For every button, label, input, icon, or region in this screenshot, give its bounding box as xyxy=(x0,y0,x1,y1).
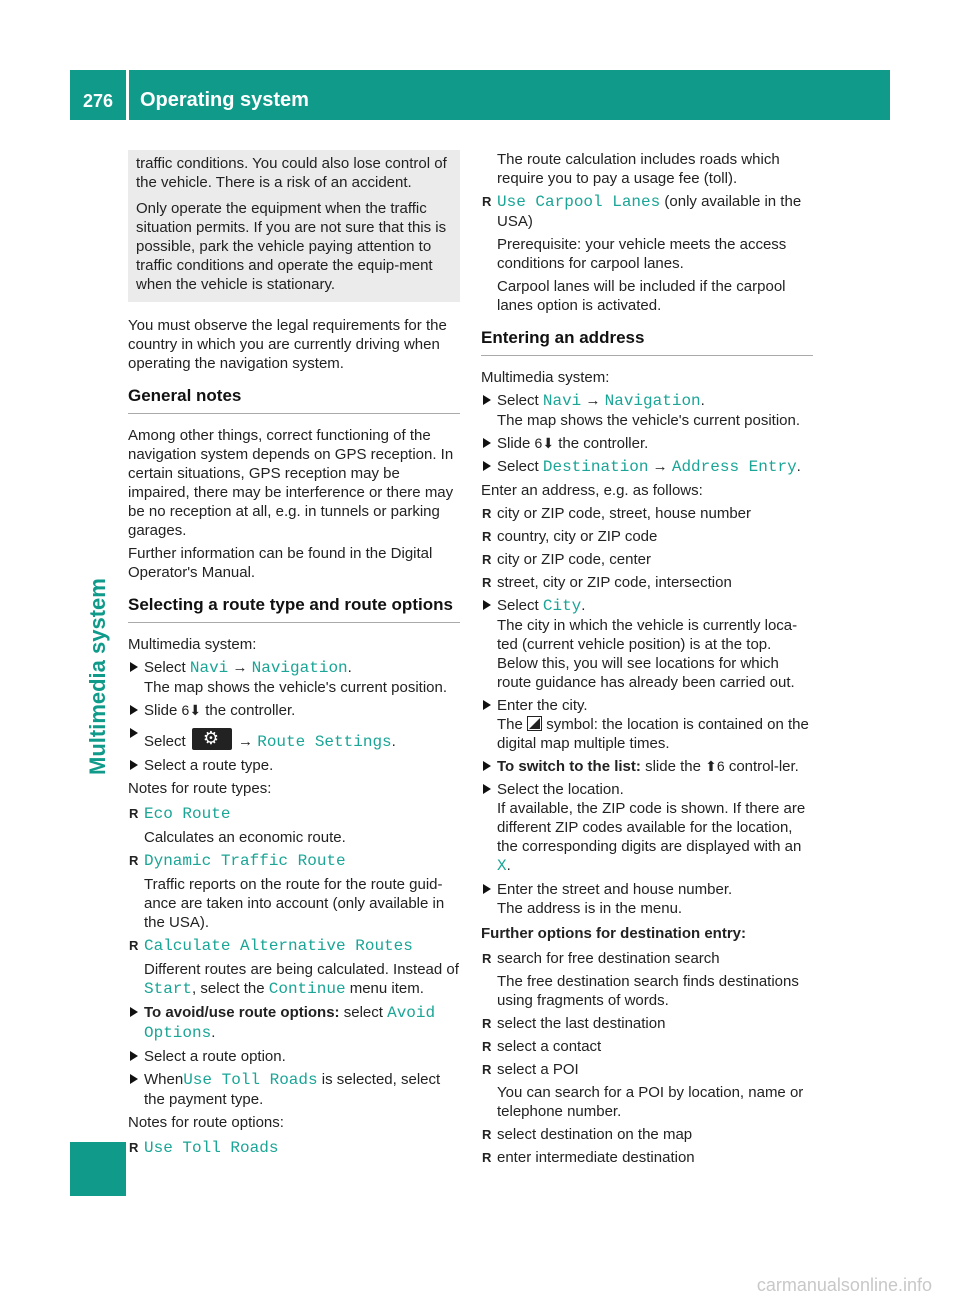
warning-text: Only operate the equipment when the traffic situation permits. If you are not sure that this is possible, park the vehicle paying attention to traffic conditions and operate the equip-ment when the vehicle is stationary. xyxy=(136,200,447,293)
option-description: Prerequisite: your vehicle meets the access conditions for carpool lanes. xyxy=(497,236,787,272)
step: Select a route type. xyxy=(128,756,460,775)
page-number: 276 xyxy=(82,91,114,111)
legal-text: You must observe the legal requirements for the country in which you are currently driving when operating the navigation system. xyxy=(128,317,447,372)
sidebar-section-label: Multimedia system xyxy=(85,578,110,775)
list-item: R enter intermediate destination xyxy=(481,1148,813,1167)
option-dynamic-traffic-route: Dynamic Traffic Route xyxy=(144,852,346,870)
option-eco-route: Eco Route xyxy=(144,805,231,823)
menu-route-settings: Route Settings xyxy=(257,733,392,751)
step: Select ⚙ → Route Settings. xyxy=(128,724,460,752)
multiple-locations-icon xyxy=(527,716,542,731)
arrow-icon: → xyxy=(238,733,254,750)
menu-navigation: Navigation xyxy=(251,659,348,677)
multimedia-label: Multimedia system: xyxy=(128,636,257,653)
right-column xyxy=(481,150,813,1171)
option-description: Carpool lanes will be included if the carpool lanes option is activated. xyxy=(497,278,786,314)
paragraph: Further information can be found in the Digital Operator's Manual. xyxy=(128,545,433,581)
step: To avoid/use route options: select Avoid Options. xyxy=(128,1003,460,1043)
list-item: R select the last destination xyxy=(481,1014,813,1033)
list-item: R select a POI xyxy=(481,1060,813,1079)
menu-city: City xyxy=(542,597,582,615)
option-use-toll-roads: Use Toll Roads xyxy=(144,1139,279,1157)
step: Slide 6⬇ the controller. xyxy=(128,701,460,720)
step: Slide 6⬇ the controller. xyxy=(481,434,813,453)
step: WhenUse Toll Roads is selected, select the payment type. xyxy=(128,1070,460,1109)
heading-entering-address: Entering an address xyxy=(481,327,813,356)
list-item: R Use Carpool Lanes (only available in the USA) xyxy=(481,192,813,231)
step: Enter the city. The symbol: the location is contained on the digital map multiple times. xyxy=(481,696,813,753)
paragraph: Notes for route types: xyxy=(128,780,272,797)
menu-x: X xyxy=(497,857,507,875)
arrow-icon: → xyxy=(585,392,601,409)
option-description: The route calculation includes roads which require you to pay a usage fee (toll). xyxy=(497,151,780,187)
option-description: Calculates an economic route. xyxy=(144,829,346,846)
header-divider xyxy=(126,70,129,120)
heading-route-options: Selecting a route type and route options xyxy=(128,594,460,623)
step: Enter the street and house number. The address is in the menu. xyxy=(481,880,813,918)
subheading: Further options for destination entry: xyxy=(481,925,746,942)
option-description: You can search for a POI by location, name or telephone number. xyxy=(497,1084,804,1120)
left-column xyxy=(128,150,460,1162)
menu-avoid: Avoid xyxy=(387,1004,436,1022)
watermark: carmanualsonline.info xyxy=(756,1275,932,1295)
controller-slide-down-icon: 6⬇ xyxy=(534,435,555,451)
list-item xyxy=(128,804,460,824)
arrow-icon: → xyxy=(652,458,668,475)
warning-text: traffic conditions. You could also lose control of the vehicle. There is a risk of an accident. xyxy=(136,155,447,191)
paragraph: Notes for route options: xyxy=(128,1114,284,1131)
menu-use-toll-roads: Use Toll Roads xyxy=(183,1071,318,1089)
step: Select Destination → Address Entry. xyxy=(481,457,813,477)
step: Select a route option. xyxy=(128,1047,460,1066)
option-calculate-alternative-routes: Calculate Alternative Routes xyxy=(144,937,413,955)
option-description: Traffic reports on the route for the route guid-ance are taken into account (only available in the USA). xyxy=(144,876,445,931)
page-title: Operating system xyxy=(140,89,309,111)
heading-general-notes: General notes xyxy=(128,385,460,414)
multimedia-label: Multimedia system: xyxy=(481,369,610,386)
sidebar xyxy=(70,120,126,1195)
menu-start: Start xyxy=(144,980,193,998)
step: To switch to the list: slide the ⬆6 control-ler. xyxy=(481,757,813,776)
menu-continue: Continue xyxy=(268,980,346,998)
paragraph: Among other things, correct functioning of the navigation system depends on GPS reception. In certain situations, GPS reception may be impaired, there may be interference or there may be no reception at all, e.g. in tunnels or parking garages. xyxy=(128,427,454,539)
arrow-icon: → xyxy=(232,659,248,676)
option-description: Different routes are being calculated. Instead of Start, select the Continue menu item. xyxy=(144,961,459,998)
warning-box xyxy=(128,150,460,302)
list-item xyxy=(128,936,460,956)
list-item: R city or ZIP code, street, house number xyxy=(481,504,813,523)
menu-options: Options xyxy=(144,1024,212,1042)
list-item: R country, city or ZIP code xyxy=(481,527,813,546)
paragraph: Enter an address, e.g. as follows: xyxy=(481,482,703,499)
menu-navi: Navi xyxy=(189,659,229,677)
list-item: R select a contact xyxy=(481,1037,813,1056)
controller-slide-up-icon: ⬆6 xyxy=(705,758,725,774)
option-description: The free destination search finds destinations using fragments of words. xyxy=(497,973,799,1009)
step: Select Navi → Navigation. The map shows the vehicle's current position. xyxy=(481,391,813,430)
controller-slide-down-icon: 6⬇ xyxy=(181,702,202,718)
menu-destination: Destination xyxy=(542,458,649,476)
list-item: R street, city or ZIP code, intersection xyxy=(481,573,813,592)
list-item xyxy=(128,1138,460,1158)
step: Select City. The city in which the vehicle is currently loca-ted (current vehicle position) is at the top. Below this, you will see locations for which route guidance has already been carried out. xyxy=(481,596,813,692)
list-item xyxy=(128,851,460,871)
menu-address-entry: Address Entry xyxy=(671,458,797,476)
sidebar-marker-block xyxy=(70,1142,126,1196)
step: Select the location. If available, the ZIP code is shown. If there are different ZIP codes available for the location, the corresponding digits are displayed with an X. xyxy=(481,780,813,876)
list-item: R select destination on the map xyxy=(481,1125,813,1144)
option-use-carpool-lanes: Use Carpool Lanes xyxy=(497,193,661,211)
list-item: R search for free destination search xyxy=(481,949,813,968)
step: Select Navi → Navigation. The map shows the vehicle's current position. xyxy=(128,658,460,697)
menu-navigation: Navigation xyxy=(604,392,701,410)
menu-navi: Navi xyxy=(542,392,582,410)
gear-icon xyxy=(192,728,232,750)
list-item: R city or ZIP code, center xyxy=(481,550,813,569)
